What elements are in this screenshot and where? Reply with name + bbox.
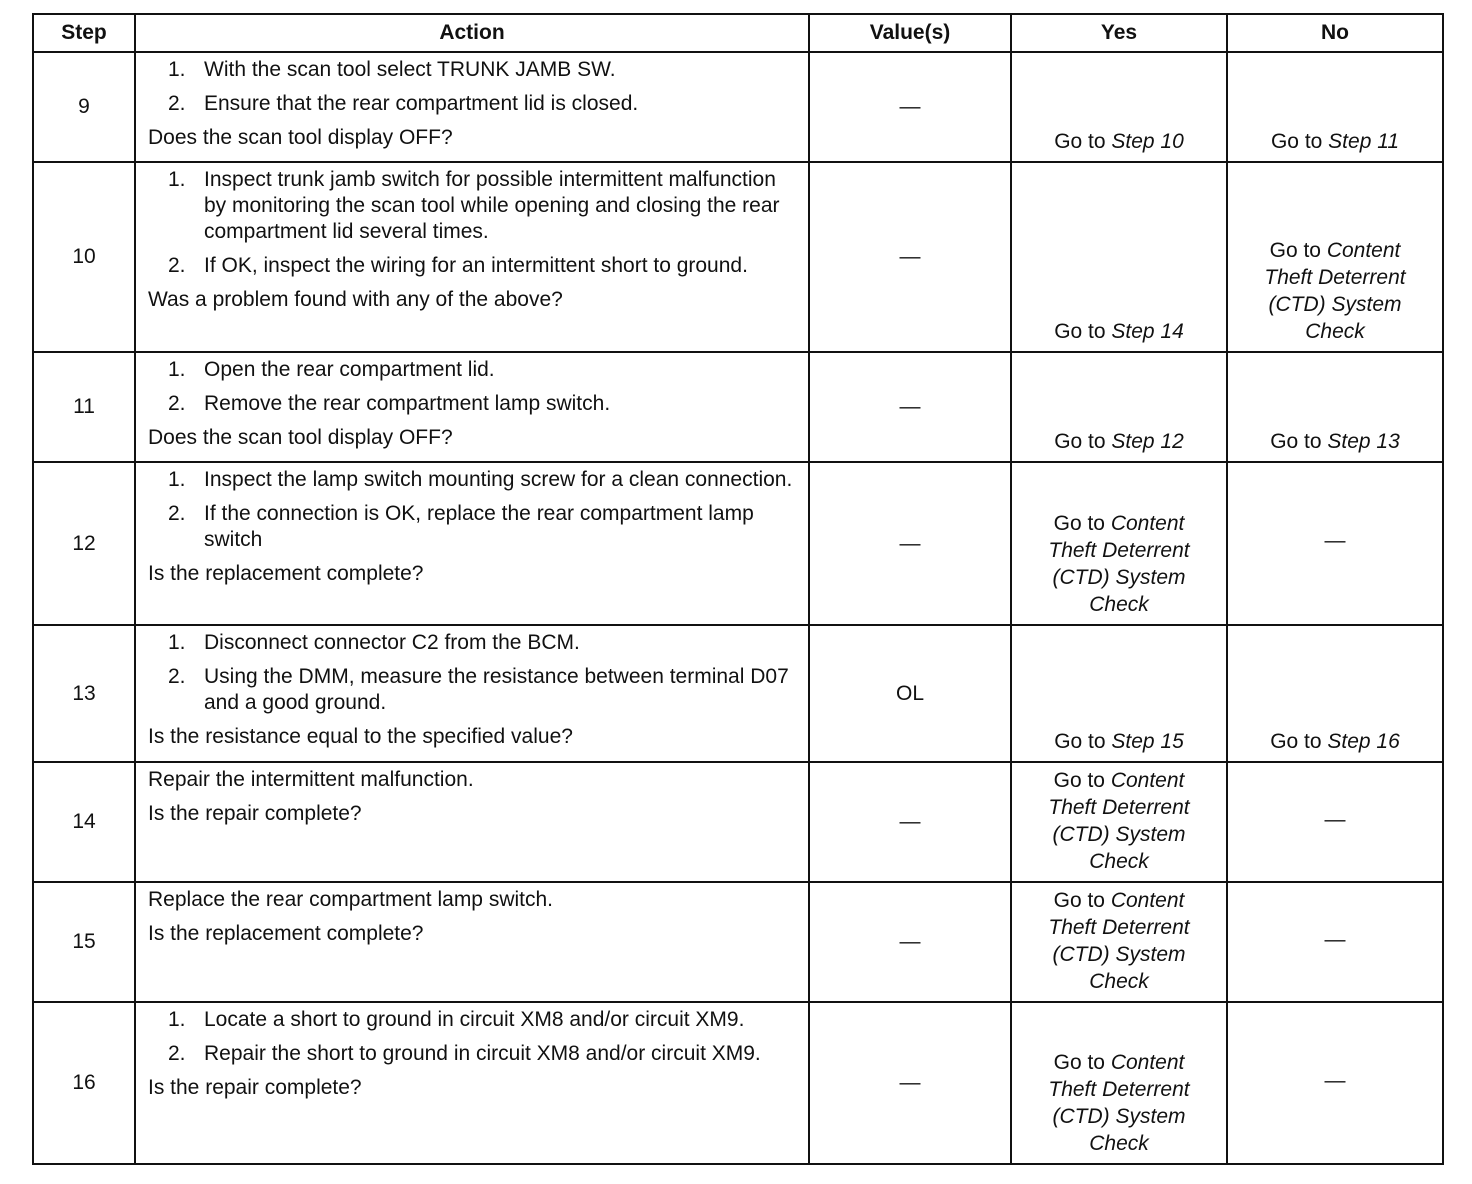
no-goto-link[interactable] xyxy=(1270,730,1400,753)
value-cell: — xyxy=(809,352,1011,462)
header-row xyxy=(33,14,1443,52)
goto-prefix: Go to xyxy=(1054,130,1112,153)
action-item-number: 1. xyxy=(168,58,186,81)
yes-cell xyxy=(1011,462,1227,625)
yes-cell xyxy=(1011,352,1227,462)
goto-prefix: Go to xyxy=(1270,430,1328,453)
action-item xyxy=(148,91,798,117)
action-question: Was a problem found with any of the above? xyxy=(148,288,563,311)
yes-goto-link[interactable] xyxy=(1054,320,1184,343)
step-number: 9 xyxy=(33,52,135,162)
action-item-number: 2. xyxy=(168,254,186,277)
goto-prefix: Go to xyxy=(1053,889,1111,912)
yes-cell xyxy=(1011,625,1227,762)
no-cell xyxy=(1227,625,1443,762)
goto-reference: Step 14 xyxy=(1111,320,1184,343)
goto-reference: Step 15 xyxy=(1111,730,1184,753)
goto-reference: Step 16 xyxy=(1327,730,1400,753)
action-list xyxy=(148,167,798,279)
action-item-number: 2. xyxy=(168,1042,186,1065)
yes-goto-link[interactable] xyxy=(1054,130,1184,153)
action-item-text: With the scan tool select TRUNK JAMB SW. xyxy=(204,58,616,81)
action-item xyxy=(148,1041,798,1067)
step-number: 15 xyxy=(33,882,135,1002)
goto-reference: Step 13 xyxy=(1327,430,1400,453)
action-item-number: 1. xyxy=(168,631,186,654)
no-cell: — xyxy=(1227,882,1443,1002)
goto-prefix: Go to xyxy=(1270,130,1329,153)
action-item-text: Disconnect connector C2 from the BCM. xyxy=(204,631,580,654)
yes-goto-link[interactable] xyxy=(1048,769,1189,873)
goto-prefix: Go to xyxy=(1053,512,1111,535)
action-cell xyxy=(135,352,809,462)
goto-reference: Content Theft Deterrent (CTD) System Check xyxy=(1048,512,1190,616)
action-item-text: Inspect trunk jamb switch for possible intermittent malfunction by monitoring the scan tool while opening and closing the rear compartment lid several times. xyxy=(204,168,780,243)
table-row xyxy=(33,625,1443,762)
action-list xyxy=(148,467,798,553)
action-item-text: Open the rear compartment lid. xyxy=(204,358,495,381)
goto-prefix: Go to xyxy=(1269,239,1327,262)
value-cell: — xyxy=(809,1002,1011,1164)
value-cell: — xyxy=(809,162,1011,352)
action-item xyxy=(148,630,798,656)
yes-cell xyxy=(1011,882,1227,1002)
action-question: Is the repair complete? xyxy=(148,802,362,825)
action-cell xyxy=(135,762,809,882)
action-item xyxy=(148,357,798,383)
goto-reference: Step 11 xyxy=(1328,130,1400,153)
action-item-text: Ensure that the rear compartment lid is closed. xyxy=(204,92,639,115)
action-item-text: Remove the rear compartment lamp switch. xyxy=(204,392,611,415)
yes-cell xyxy=(1011,52,1227,162)
yes-cell xyxy=(1011,762,1227,882)
action-cell xyxy=(135,625,809,762)
action-item xyxy=(148,501,798,553)
no-goto-link[interactable] xyxy=(1270,430,1400,453)
value-cell: — xyxy=(809,462,1011,625)
yes-cell xyxy=(1011,1002,1227,1164)
action-list xyxy=(148,630,798,716)
action-cell xyxy=(135,882,809,1002)
goto-reference: Content Theft Deterrent (CTD) System Check xyxy=(1048,769,1190,873)
action-item xyxy=(148,57,798,83)
action-item-number: 1. xyxy=(168,168,186,191)
action-cell xyxy=(135,162,809,352)
diagnostic-table xyxy=(32,13,1444,1165)
action-item-text: Using the DMM, measure the resistance between terminal D07 and a good ground. xyxy=(204,665,789,714)
yes-goto-link[interactable] xyxy=(1054,430,1184,453)
action-item-number: 2. xyxy=(168,665,186,688)
goto-reference: Step 10 xyxy=(1111,130,1184,153)
value-cell: — xyxy=(809,882,1011,1002)
value-cell: OL xyxy=(809,625,1011,762)
action-list xyxy=(148,57,798,117)
table-row xyxy=(33,762,1443,882)
goto-reference: Content Theft Deterrent (CTD) System Check xyxy=(1048,1051,1190,1155)
action-item-text: Locate a short to ground in circuit XM8 and/or circuit XM9. xyxy=(204,1008,745,1031)
step-number: 14 xyxy=(33,762,135,882)
goto-reference: Step 12 xyxy=(1111,430,1184,453)
goto-reference: Content Theft Deterrent (CTD) System Check xyxy=(1264,239,1406,343)
action-question: Is the replacement complete? xyxy=(148,922,424,945)
action-item xyxy=(148,467,798,493)
no-goto-link[interactable] xyxy=(1264,239,1405,343)
header-step: Step xyxy=(33,14,135,52)
goto-prefix: Go to xyxy=(1054,430,1112,453)
action-list xyxy=(148,1007,798,1067)
action-item-number: 1. xyxy=(168,468,186,491)
action-cell xyxy=(135,1002,809,1164)
action-item-text: Inspect the lamp switch mounting screw for a clean connection. xyxy=(204,468,793,491)
action-item xyxy=(148,391,798,417)
action-question: Does the scan tool display OFF? xyxy=(148,126,453,149)
action-item-text: If the connection is OK, replace the rear compartment lamp switch xyxy=(204,502,754,551)
goto-prefix: Go to xyxy=(1053,1051,1111,1074)
table-row xyxy=(33,162,1443,352)
goto-prefix: Go to xyxy=(1054,320,1112,343)
action-list xyxy=(148,357,798,417)
yes-cell xyxy=(1011,162,1227,352)
action-text: Replace the rear compartment lamp switch. xyxy=(148,888,553,911)
action-cell xyxy=(135,52,809,162)
action-item xyxy=(148,1007,798,1033)
goto-prefix: Go to xyxy=(1053,769,1111,792)
action-question: Is the replacement complete? xyxy=(148,562,424,585)
yes-goto-link[interactable] xyxy=(1048,1051,1189,1155)
value-cell: — xyxy=(809,52,1011,162)
action-cell xyxy=(135,462,809,625)
table-body xyxy=(33,52,1443,1164)
table-row xyxy=(33,352,1443,462)
step-number: 13 xyxy=(33,625,135,762)
no-cell xyxy=(1227,52,1443,162)
table-row xyxy=(33,52,1443,162)
header-value: Value(s) xyxy=(809,14,1011,52)
no-goto-link[interactable] xyxy=(1271,130,1399,153)
header-action: Action xyxy=(135,14,809,52)
no-cell: — xyxy=(1227,1002,1443,1164)
action-item-number: 2. xyxy=(168,502,186,525)
yes-goto-link[interactable] xyxy=(1048,512,1189,616)
header-no: No xyxy=(1227,14,1443,52)
step-number: 12 xyxy=(33,462,135,625)
goto-prefix: Go to xyxy=(1054,730,1112,753)
action-item xyxy=(148,253,798,279)
no-cell xyxy=(1227,162,1443,352)
goto-prefix: Go to xyxy=(1270,730,1328,753)
step-number: 11 xyxy=(33,352,135,462)
action-item xyxy=(148,664,798,716)
goto-reference: Content Theft Deterrent (CTD) System Check xyxy=(1048,889,1190,993)
header-yes: Yes xyxy=(1011,14,1227,52)
action-item-number: 2. xyxy=(168,92,186,115)
step-number: 10 xyxy=(33,162,135,352)
yes-goto-link[interactable] xyxy=(1048,889,1189,993)
action-item-number: 1. xyxy=(168,1008,186,1031)
no-cell: — xyxy=(1227,462,1443,625)
action-text: Repair the intermittent malfunction. xyxy=(148,768,474,791)
action-item-number: 1. xyxy=(168,358,186,381)
yes-goto-link[interactable] xyxy=(1054,730,1184,753)
action-item xyxy=(148,167,798,245)
step-number: 16 xyxy=(33,1002,135,1164)
table-row xyxy=(33,1002,1443,1164)
action-item-number: 2. xyxy=(168,392,186,415)
value-cell: — xyxy=(809,762,1011,882)
no-cell: — xyxy=(1227,762,1443,882)
table-row xyxy=(33,462,1443,625)
action-item-text: If OK, inspect the wiring for an intermittent short to ground. xyxy=(204,254,748,277)
action-item-text: Repair the short to ground in circuit XM8 and/or circuit XM9. xyxy=(204,1042,761,1065)
no-cell xyxy=(1227,352,1443,462)
table-row xyxy=(33,882,1443,1002)
action-question: Does the scan tool display OFF? xyxy=(148,426,453,449)
action-question: Is the resistance equal to the specified value? xyxy=(148,725,573,748)
action-question: Is the repair complete? xyxy=(148,1076,362,1099)
